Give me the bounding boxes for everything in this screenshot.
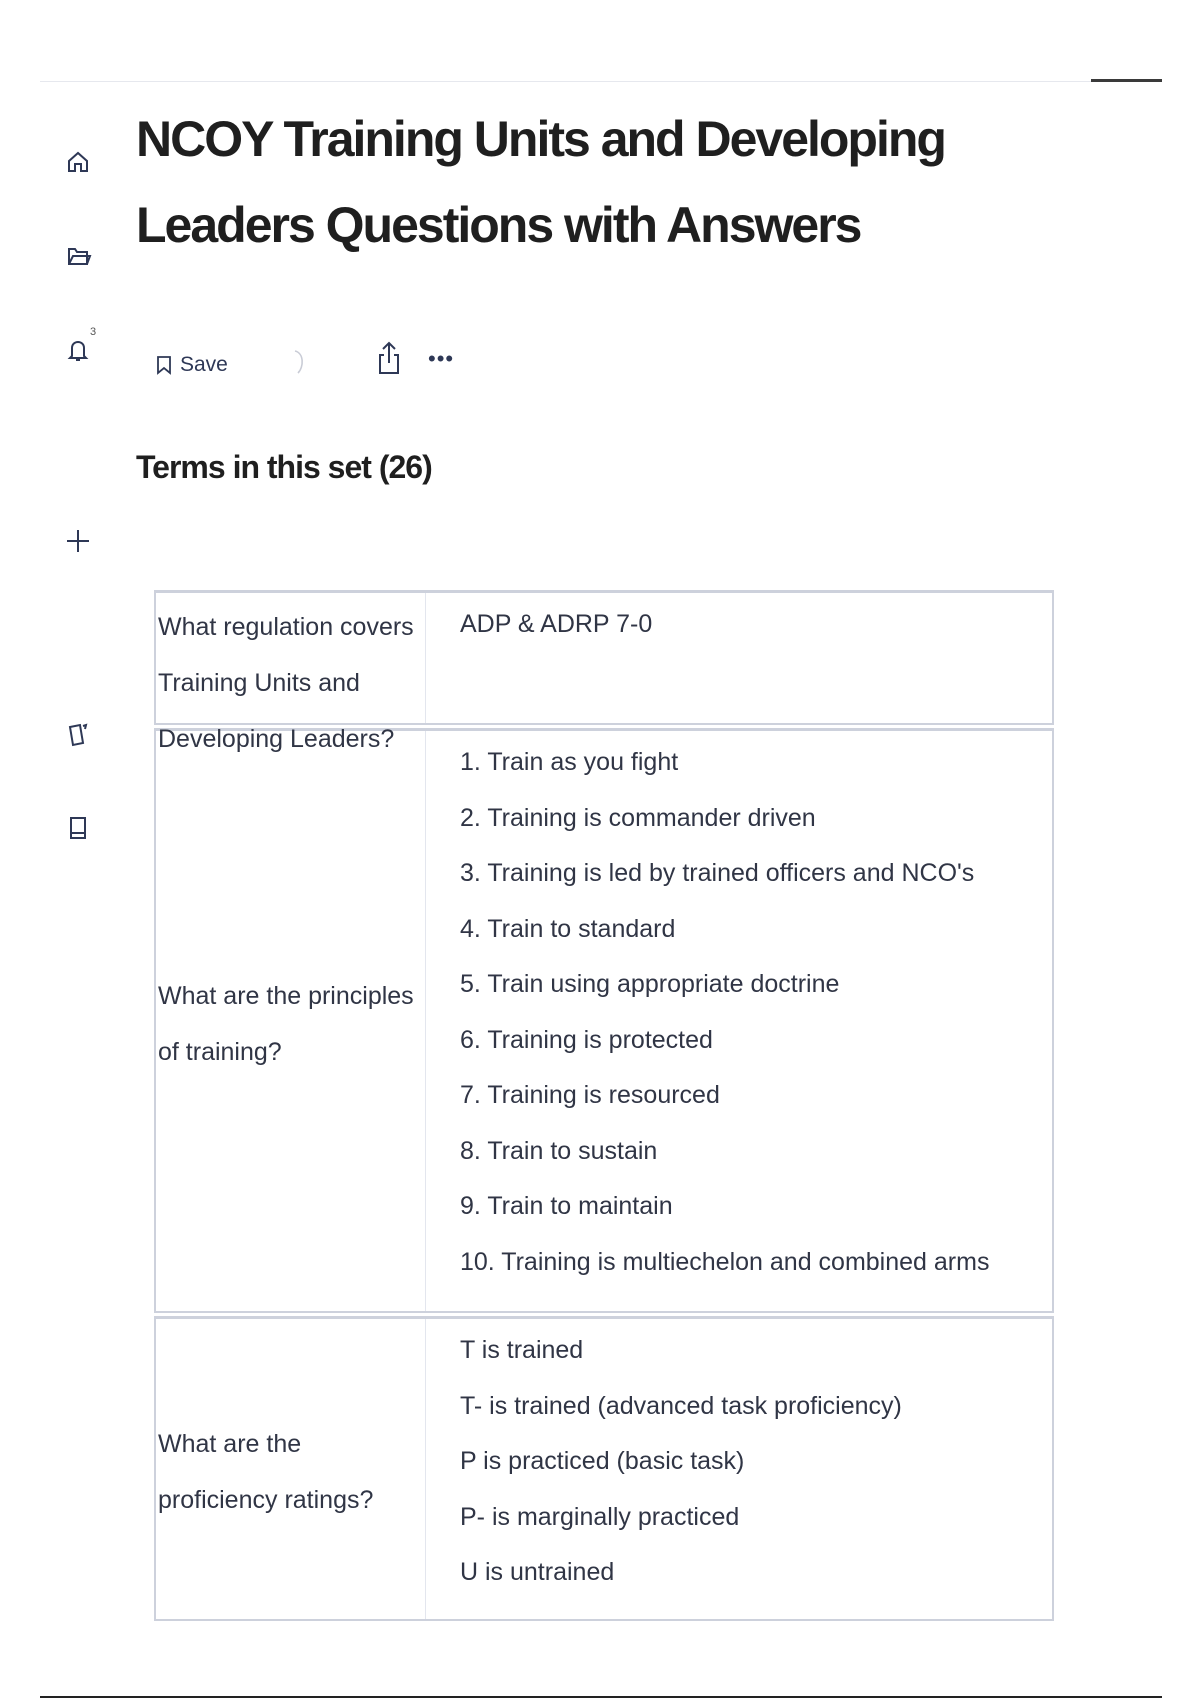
- definition-line: T is trained: [460, 1336, 584, 1364]
- definition-line: 2. Training is commander driven: [460, 803, 816, 832]
- notification-badge: 3: [90, 326, 97, 338]
- definition-text: [426, 1319, 1052, 1619]
- home-icon[interactable]: [62, 146, 94, 178]
- set-toolbar: [156, 345, 455, 385]
- top-divider: [40, 81, 1138, 82]
- definition-text: [426, 593, 1052, 723]
- top-right-divider: [1091, 79, 1162, 82]
- definition-line: P is practiced (basic task): [460, 1447, 745, 1475]
- undo-icon: [290, 347, 310, 377]
- terms-section-title: Terms in this set (26): [136, 449, 432, 485]
- folder-icon[interactable]: [62, 240, 94, 272]
- definition-line: P- is marginally practiced: [460, 1502, 740, 1531]
- bell-icon[interactable]: [62, 334, 94, 366]
- term-card: [154, 590, 1054, 725]
- more-options-button[interactable]: [428, 346, 455, 371]
- definition-line: 4. Train to standard: [460, 914, 676, 943]
- save-button[interactable]: [156, 353, 228, 377]
- definition-line: 10. Training is multiechelon and combined arms: [460, 1247, 990, 1276]
- plus-icon[interactable]: [62, 525, 94, 557]
- flashcards-icon[interactable]: [62, 718, 94, 750]
- share-button[interactable]: [376, 339, 402, 377]
- definition-line: U is untrained: [460, 1558, 615, 1586]
- definition-line: 8. Train to sustain: [460, 1136, 658, 1165]
- definition-line: 3. Training is led by trained officers and NCO's: [460, 859, 975, 887]
- term-card: [154, 1316, 1054, 1621]
- term-text: What are the principles of training?: [156, 731, 426, 1311]
- term-text: What are the proficiency ratings?: [156, 1319, 426, 1619]
- definition-line: ADP & ADRP 7-0: [460, 610, 653, 638]
- term-card: [154, 728, 1054, 1313]
- definition-line: 9. Train to maintain: [460, 1192, 673, 1220]
- term-text: What regulation covers Training Units and: [156, 593, 426, 723]
- more-icon: •••: [428, 346, 455, 371]
- book-icon[interactable]: [62, 812, 94, 844]
- share-icon: [376, 339, 402, 377]
- definition-line: T- is trained (advanced task proficiency): [460, 1391, 902, 1420]
- terms-list: [154, 590, 1054, 1624]
- undo-button[interactable]: [290, 347, 310, 377]
- save-label: Save: [180, 353, 228, 376]
- bookmark-icon: [156, 355, 172, 375]
- page-title: NCOY Training Units and Developing Leaders Questions with Answers: [136, 111, 945, 253]
- definition-line: 5. Train using appropriate doctrine: [460, 970, 840, 998]
- definition-text: [426, 731, 1052, 1311]
- bottom-divider: [40, 1696, 1162, 1698]
- definition-line: 1. Train as you fight: [460, 748, 679, 776]
- definition-line: 7. Training is resourced: [460, 1081, 720, 1109]
- definition-line: 6. Training is protected: [460, 1025, 713, 1054]
